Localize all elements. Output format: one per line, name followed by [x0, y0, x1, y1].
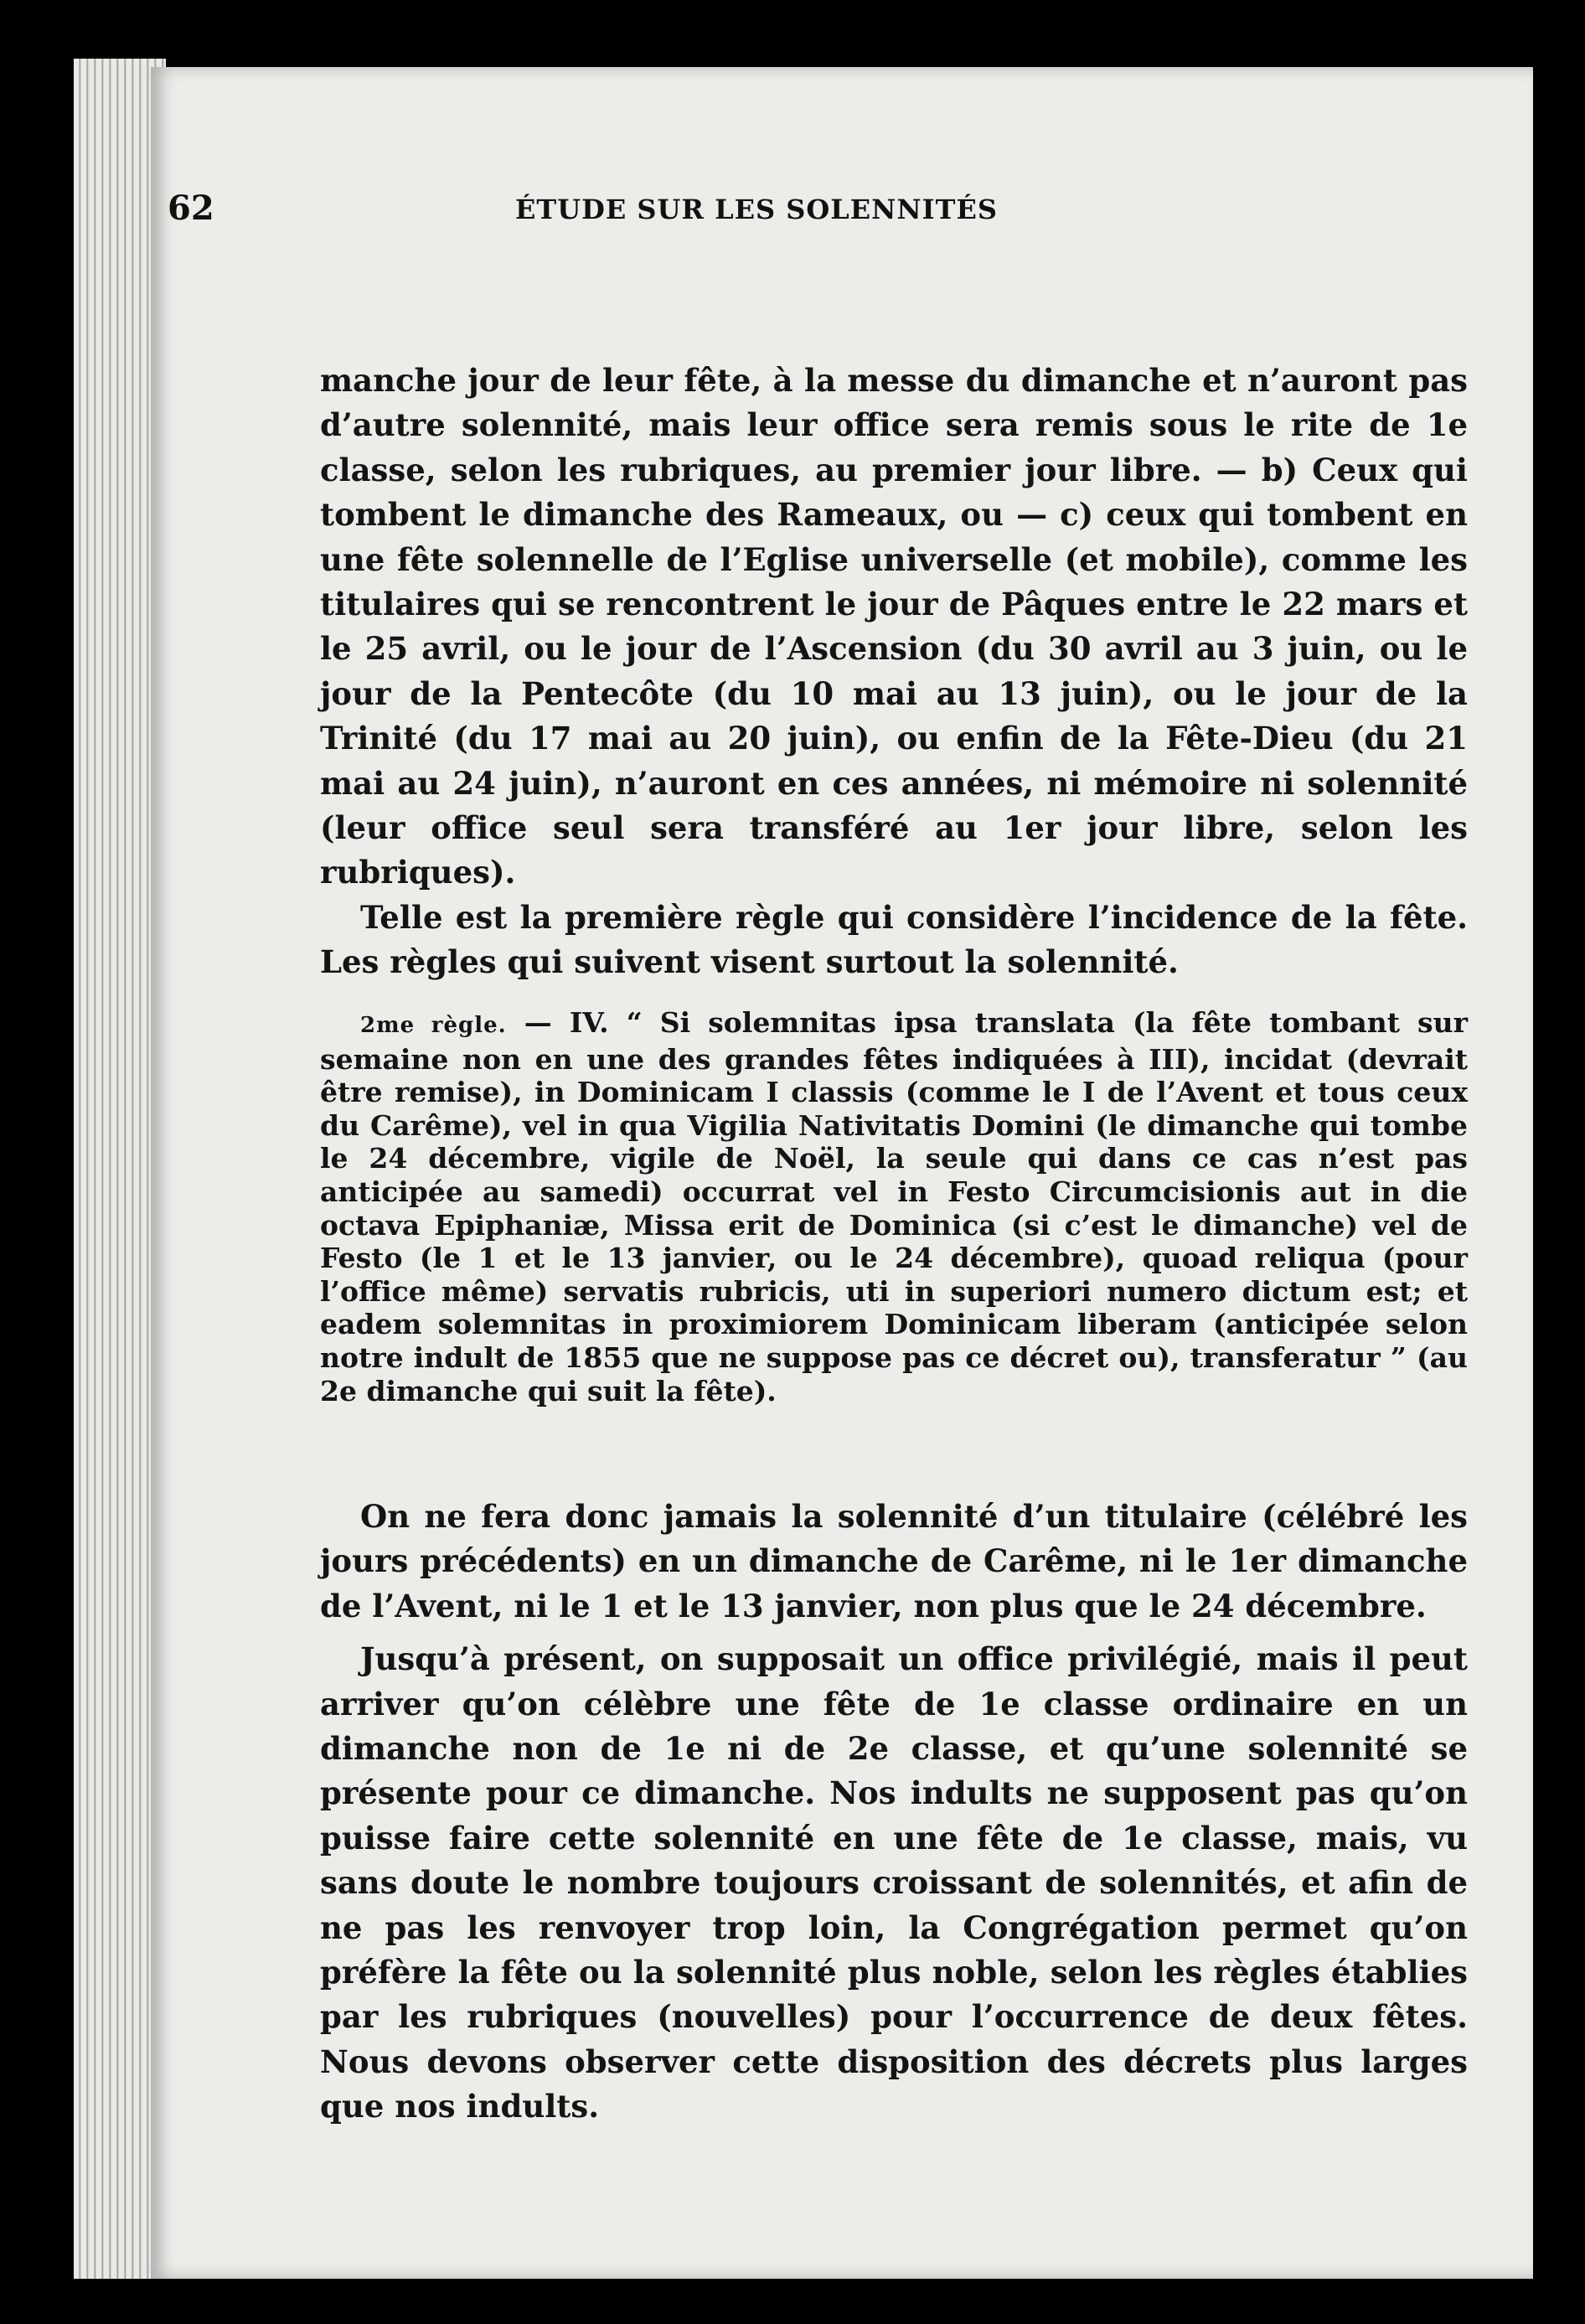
rule-quotation — [320, 1006, 1468, 1407]
body-text-bottom — [320, 1495, 1468, 2138]
body-text-top — [320, 359, 1468, 985]
rule-text: — IV. “ Si solemnitas ipsa translata (la fête tombant sur semaine non en une des grandes fêtes indiquées à III), incidat (devrait être remise), in Dominicam I classis (comme le I de l’Avent et tous ceux du Carême), vel in qua Vigilia Nativitatis Domini (le dimanche qui tombe le 24 décembre, vigile de Noël, la seule qui dans ce cas n’est pas anticipée au samedi) occurrat vel in Festo Circumcisionis aut in die octava Epiphaniæ, Missa erit de Dominica (si c’est le dimanche) vel de Festo (le 1 et le 13 janvier, ou le 24 décembre), quoad reliqua (pour l’office même) servatis rubricis, uti in superiori numero dictum est; et eadem solemnitas in proximiorem Dominicam liberam (anticipée selon notre indult de 1855 que ne suppose pas ce décret ou), transferatur ” (au 2e dimanche qui suit la fête). — [320, 1006, 1468, 1407]
paragraph-continued: manche jour de leur fête, à la messe du dimanche et n’auront pas d’autre solennité, mais leur office sera remis sous le rite de 1e classe, selon les rubriques, au premier jour libre. — b) Ceux qui tombent le dimanche des Rameaux, ou — c) ceux qui tombent en une fête solennelle de l’Eglise universelle (et mobile), comme les titulaires qui se rencontrent le jour de Pâques entre le 22 mars et le 25 avril, ou le jour de l’Ascension (du 30 avril au 3 juin, ou le jour de la Pentecôte (du 10 mai au 13 juin), ou le jour de la Trinité (du 17 mai au 20 juin), ou enfin de la Fête-Dieu (du 21 mai au 24 juin), n’auront en ces années, ni mémoire ni solennité (leur office seul sera transféré au 1er jour libre, selon les rubriques). — [320, 362, 1468, 891]
running-head: ÉTUDE SUR LES SOLENNITÉS — [515, 194, 998, 225]
page-header — [168, 189, 1366, 239]
paragraph-conclusion: On ne fera donc jamais la solennité d’un titulaire (célébré les jours précédents) en un dimanche de Carême, ni le 1er dimanche de l’Avent, ni le 1 et le 13 janvier, non plus que le 24 décembre. — [320, 1498, 1468, 1624]
rule-label: 2me règle. — [360, 1013, 507, 1038]
paragraph-first-rule-summary: Telle est la première règle qui considère l’incidence de la fête. Les règles qui suivent visent surtout la solennité. — [320, 898, 1468, 981]
page-number: 62 — [168, 189, 214, 228]
paragraph-privileged-office: Jusqu’à présent, on supposait un office privilégié, mais il peut arriver qu’on célèbre une fête de 1e classe ordinaire en un dimanche non de 1e ni de 2e classe, et qu’une solennité se présente pour ce dimanche. Nos indults ne supposent pas qu’on puisse faire cette solennité en une fête de 1e classe, mais, vu sans doute le nombre toujours croissant de solennités, et afin de ne pas les renvoyer trop loin, la Congrégation permet qu’on préfère la fête ou la solennité plus noble, selon les règles établies par les rubriques (nouvelles) pour l’occurrence de deux fêtes. Nous devons observer cette disposition des décrets plus larges que nos indults. — [320, 1640, 1468, 2125]
